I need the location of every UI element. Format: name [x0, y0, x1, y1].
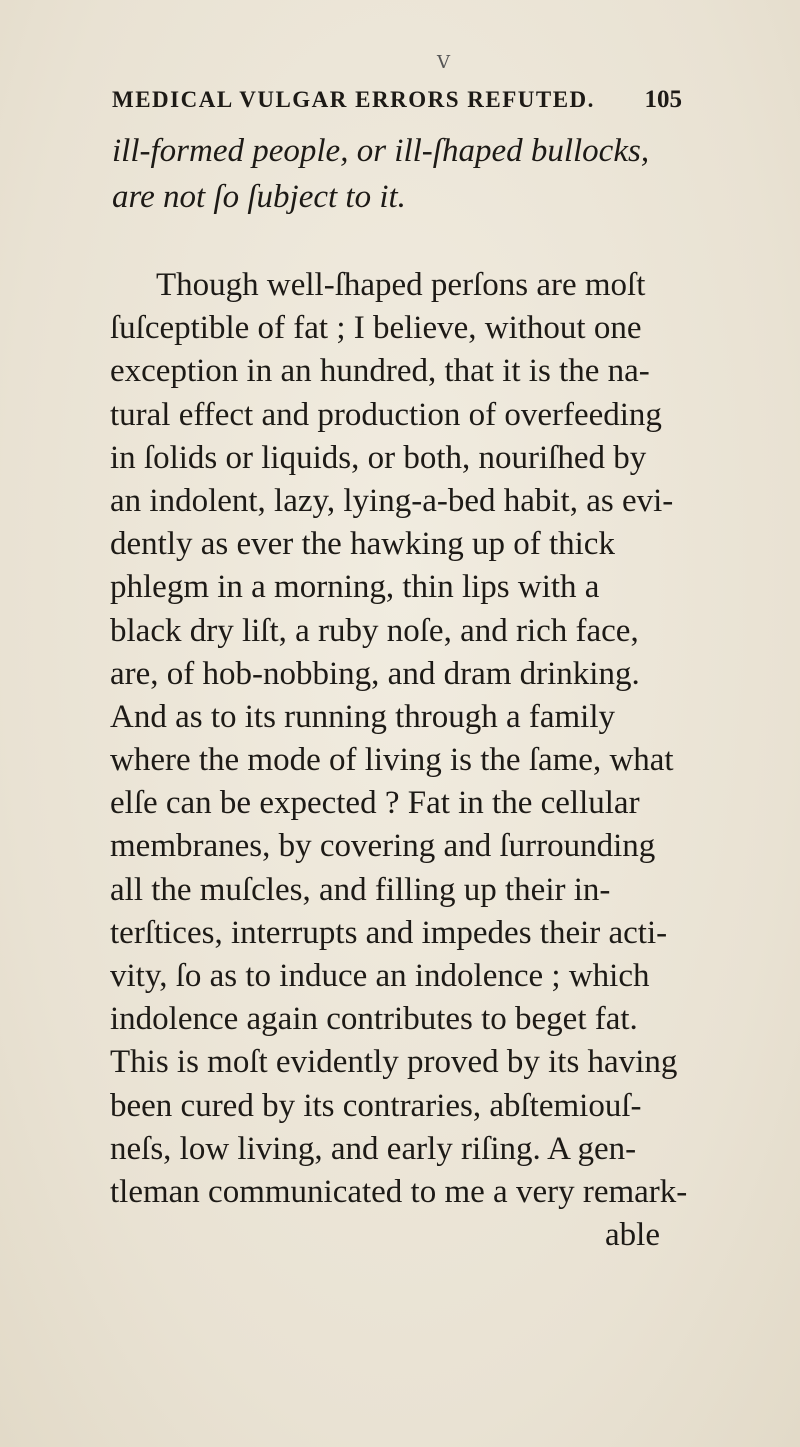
text-line: And as to its running through a family — [110, 698, 616, 735]
text-line: exception in an hundred, that it is the na- — [110, 353, 650, 390]
italic-continuation — [112, 128, 712, 220]
text-line: neſs, low living, and early riſing. A gen- — [110, 1130, 637, 1167]
text-line: black dry liſt, a ruby noſe, and rich face, — [110, 612, 639, 649]
stray-mark: V — [437, 52, 450, 73]
text-line: all the muſcles, and filling up their in- — [110, 871, 611, 908]
text-line: tural effect and production of overfeeding — [110, 396, 662, 433]
text-line: terſtices, interrupts and impedes their acti- — [110, 914, 668, 951]
text-line: ſuſceptible of fat ; I believe, without one — [110, 310, 642, 347]
italic-line: are not ſo ſubject to it. — [112, 179, 406, 215]
catchword: able — [605, 1217, 660, 1254]
text-line: membranes, by covering and ſurrounding — [110, 828, 656, 865]
text-line: indolence again contributes to beget fat. — [110, 1001, 638, 1038]
page-number: 105 — [644, 86, 682, 113]
text-line: been cured by its contraries, abſtemiouſ- — [110, 1087, 642, 1124]
text-line: phlegm in a morning, thin lips with a — [110, 569, 600, 606]
text-line: Though well-ſhaped perſons are moſt — [156, 267, 646, 303]
text-line: elſe can be expected ? Fat in the cellular — [110, 785, 640, 822]
text-line: where the mode of living is the ſame, what — [110, 742, 674, 779]
text-line: an indolent, lazy, lying-a-bed habit, as evi- — [110, 482, 674, 519]
italic-line: ill-formed people, or ill-ſhaped bullocks, — [112, 133, 650, 169]
running-header — [112, 86, 682, 114]
text-line: This is moſt evidently proved by its having — [110, 1044, 678, 1081]
text-line: are, of hob-nobbing, and dram drinking. — [110, 655, 640, 692]
text-line: in ſolids or liquids, or both, nouriſhed by — [110, 439, 647, 476]
text-line: vity, ſo as to induce an indolence ; which — [110, 958, 650, 994]
text-line: tleman communicated to me a very remark- — [110, 1173, 688, 1210]
text-line: dently as ever the hawking up of thick — [110, 526, 615, 563]
body-paragraph — [110, 264, 700, 1257]
running-title: MEDICAL VULGAR ERRORS REFUTED. — [112, 87, 595, 112]
